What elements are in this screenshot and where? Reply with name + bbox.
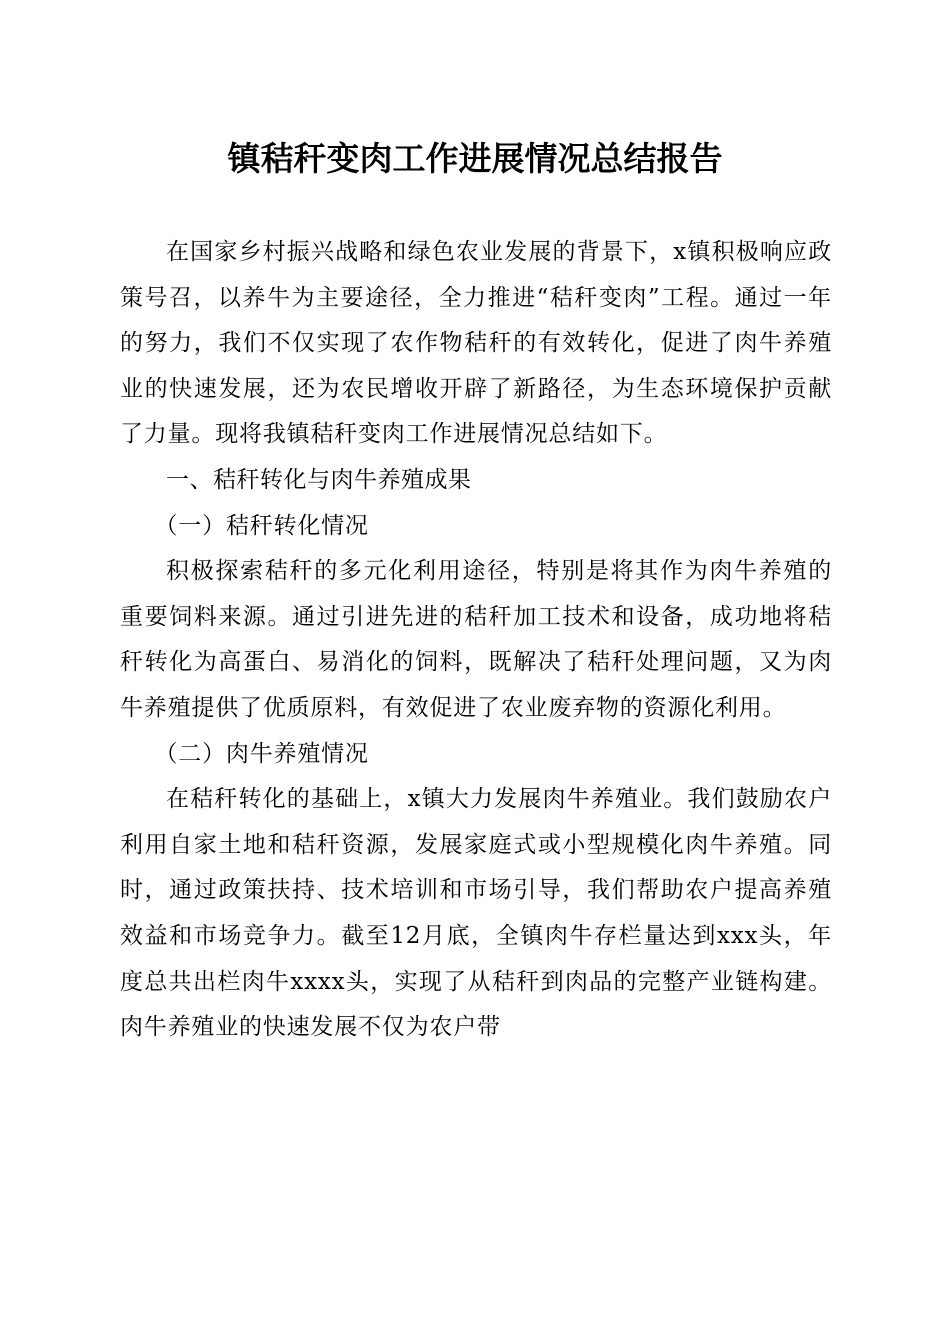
subsection-heading-2: （二）肉牛养殖情况 [154,740,369,767]
subsection-paragraph-2: 在秸秆转化的基础上，x镇大力发展肉牛养殖业。我们鼓励农户利用自家土地和秸秆资源，发展家庭式或小型规模化肉牛养殖。同时，通过政策扶持、技术培训和市场引导，我们帮助农户提高养殖效益和市场竞争力。截至12月底，全镇肉牛存栏量达到xxx头，年度总共出栏肉牛xxxx头，实现了从秸秆到肉品的完整产业链构建。肉牛养殖业的快速发展不仅为农户带 [120,786,832,1041]
document-title: 镇秸秆变肉工作进展情况总结报告 [227,139,723,178]
subsection-heading-1: （一）秸秆转化情况 [154,512,369,539]
section-heading-1: 一、秸秆转化与肉牛养殖成果 [166,466,472,493]
intro-paragraph: 在国家乡村振兴战略和绿色农业发展的背景下，x镇积极响应政策号召，以养牛为主要途径，全力推进“秸秆变肉”工程。通过一年的努力，我们不仅实现了农作物秸秆的有效转化，促进了肉牛养殖业的快速发展，还为农民增收开辟了新路径，为生态环境保护贡献了力量。现将我镇秸秆变肉工作进展情况总结如下。 [120,239,832,448]
document-body [120,230,832,1051]
subsection-paragraph-1: 积极探索秸秆的多元化利用途径，特别是将其作为肉牛养殖的重要饲料来源。通过引进先进的秸秆加工技术和设备，成功地将秸秆转化为高蛋白、易消化的饲料，既解决了秸秆处理问题，又为肉牛养殖提供了优质原料，有效促进了农业废弃物的资源化利用。 [120,558,832,721]
